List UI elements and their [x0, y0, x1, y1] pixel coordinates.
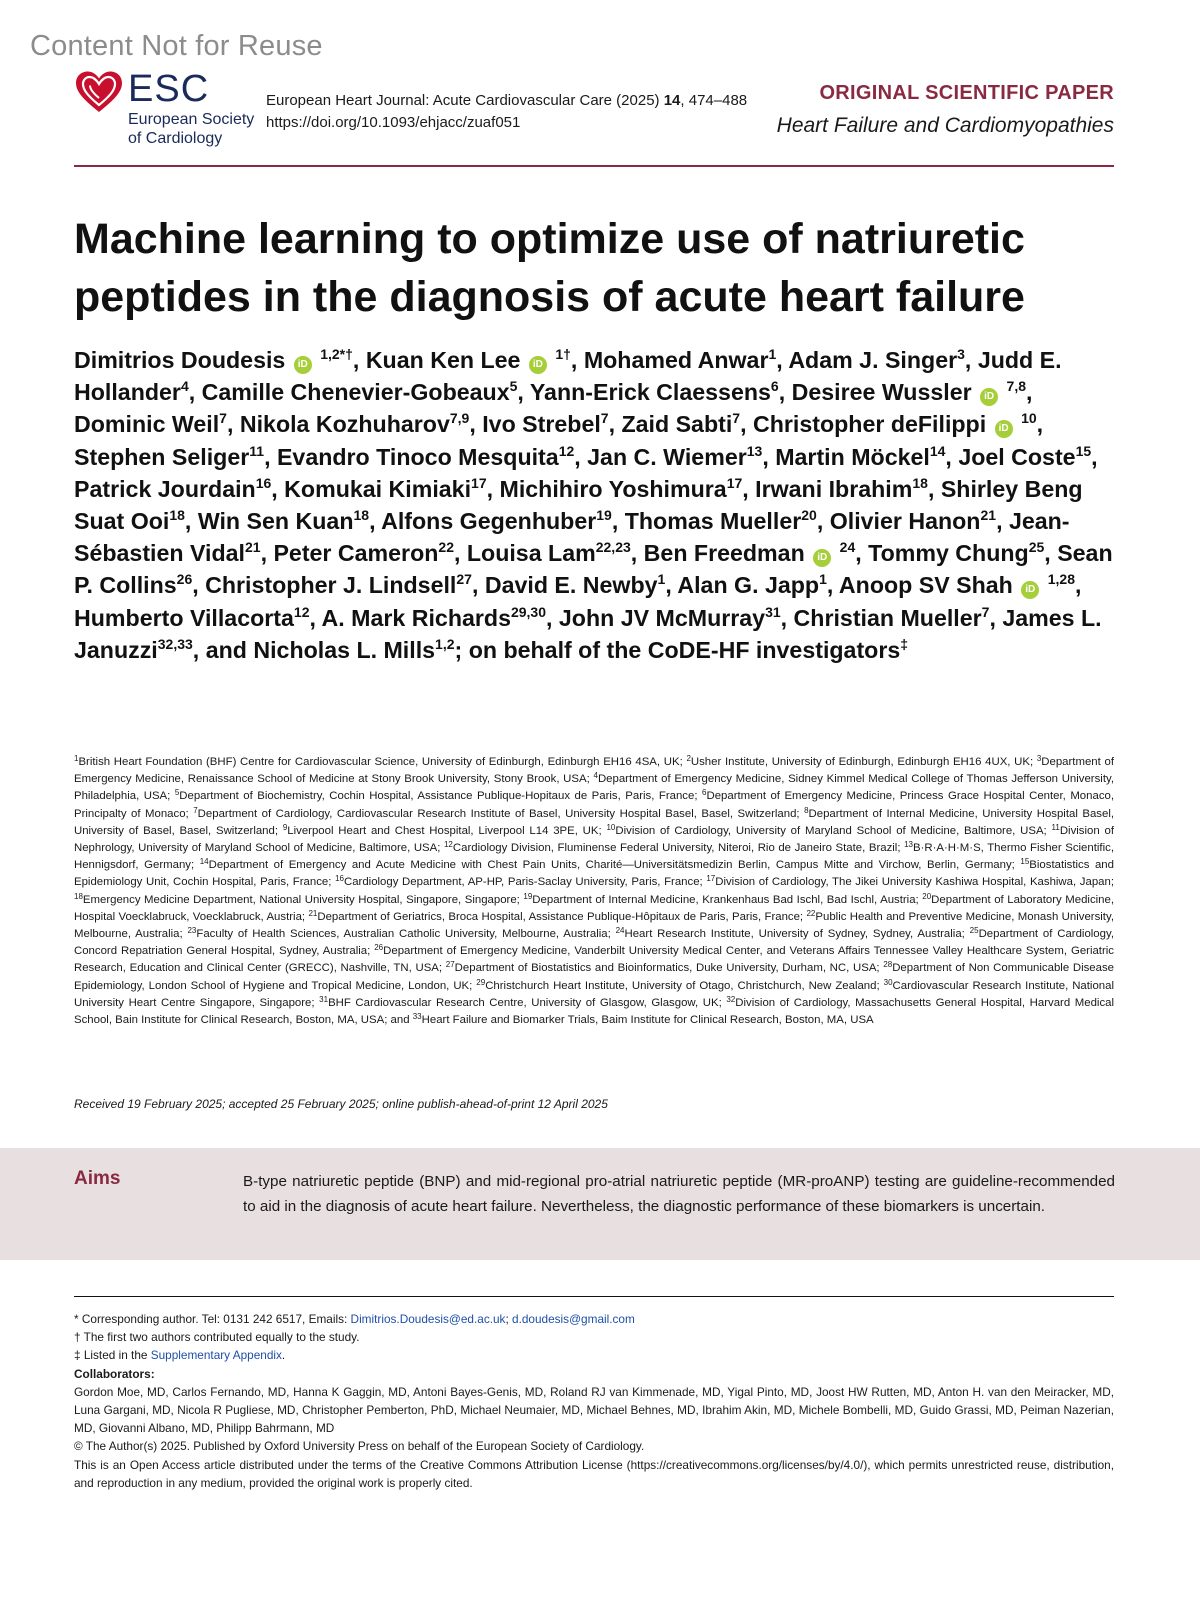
affiliation-text: Department of Emergency Medicine, Princess Grace Hospital Center, Monaco, Principalty of Monaco; — [74, 790, 1115, 820]
affiliation-number: 17 — [706, 874, 716, 884]
abstract-aims-section — [0, 1148, 1200, 1260]
author-name: Jean-Sébastien Vidal — [74, 508, 1070, 567]
author-name: Dimitrios Doudesis — [74, 347, 286, 373]
header-divider — [74, 165, 1114, 167]
author-group-mark: ‡ — [900, 635, 909, 652]
page-header — [74, 68, 1114, 168]
author-name: Dominic Weil — [74, 411, 220, 438]
orcid-icon[interactable]: iD — [813, 549, 831, 567]
affiliation-text: Department of Cardiology, Concord Repatriation General Hospital, Sydney, Australia; — [74, 928, 1114, 958]
affiliation-text: Department of Emergency and Acute Medicine with Chest Pain Units, Charité—Universitätsmedizin Berlin, Campus Mitte and Virchow, Berlin, Germany; — [208, 859, 1015, 872]
author-name: Adam J. Singer — [788, 347, 958, 373]
supplementary-appendix-link[interactable]: Supplementary Appendix — [150, 1348, 282, 1363]
affiliation-number: 15 — [1020, 857, 1030, 867]
author-name: A. Mark Richards — [321, 604, 511, 631]
author-name: Camille Chenevier-Gobeaux — [201, 379, 510, 406]
author-name: Alan G. Japp — [677, 572, 820, 599]
affiliation-text: Department of Biostatistics and Bioinformatics, Duke University, Durham, NC, USA; — [454, 962, 880, 975]
author-affiliation-ref: 17 — [726, 474, 743, 491]
author-name: Patrick Jourdain — [74, 475, 256, 502]
journal-name: European Heart Journal: Acute Cardiovascular Care (2025) — [266, 92, 660, 109]
author-name: Olivier Hanon — [829, 508, 981, 535]
author-affiliation-ref: 14 — [929, 442, 946, 459]
paper-type: ORIGINAL SCIENTIFIC PAPER — [819, 82, 1114, 104]
affiliation-text: Department of Cardiology, Cardiovascular Research Institute of Basel, University Hospital Basel, Basel, Switzerland; — [197, 807, 800, 820]
license-notice: This is an Open Access article distributed under the terms of the Creative Commons Attribution License (https://creativecommons.org/licenses/by/4.0/), which permits unrestricted reuse, distribution, and reproduction in any medium, provided the original work is properly cited. — [74, 1457, 1114, 1490]
affiliation-text: Department of Internal Medicine, Krankenhaus Bad Ischl, Bad Ischl, Austria; — [532, 893, 919, 906]
author-name: David E. Newby — [484, 572, 658, 599]
affiliation-number: 24 — [615, 926, 625, 936]
author-name: Humberto Villacorta — [74, 604, 294, 631]
affiliation-text: Division of Cardiology, The Jikei University Kashiwa Hospital, Kashiwa, Japan; — [715, 876, 1114, 889]
equal-contribution-note: † The first two authors contributed equally to the study. — [74, 1330, 360, 1345]
affiliation-number: 20 — [922, 891, 932, 901]
author-affiliation-ref: 16 — [255, 474, 272, 491]
affiliation-number: 19 — [523, 891, 533, 901]
author-affiliation-ref: 32,33 — [157, 635, 193, 652]
author-name: Mohamed Anwar — [583, 347, 769, 373]
affiliation-text: Heart Failure and Biomarker Trials, Baim Institute for Clinical Research, Boston, MA, USA — [421, 1014, 874, 1027]
author-affiliation-ref: 12 — [558, 442, 575, 459]
author-affiliation-ref: 11 — [249, 442, 265, 459]
affiliation-number: 2 — [686, 754, 691, 763]
affiliation-text: Christchurch Heart Institute, University of Otago, Christchurch, New Zealand; — [485, 979, 880, 992]
author-affiliation-ref: 7 — [600, 410, 609, 427]
author-name: Alfons Gegenhuber — [381, 508, 597, 535]
affiliation-number: 25 — [969, 926, 979, 936]
orcid-icon[interactable]: iD — [980, 388, 998, 406]
affiliation-number: 14 — [199, 857, 209, 867]
author-affiliation-ref: 18 — [353, 507, 370, 524]
affiliation-number: 31 — [319, 994, 329, 1004]
author-name: Yann-Erick Claessens — [529, 379, 771, 406]
aims-text: B-type natriuretic peptide (BNP) and mid-regional pro-atrial natriuretic peptide (MR-proANP) testing are guideline-recommended to aid in the diagnosis of acute heart failure. Nevertheless, the diagnostic performance of these biomarkers is uncertain. — [243, 1173, 1115, 1215]
affiliation-number: 1 — [74, 754, 79, 763]
affiliation-number: 18 — [74, 891, 83, 901]
affiliation-text: Emergency Medicine Department, National University Hospital, Singapore, Singapore; — [82, 893, 520, 906]
author-affiliation-ref: 31 — [765, 603, 781, 620]
author-affiliation-ref: 7,9 — [449, 410, 470, 427]
corresponding-author: * Corresponding author. Tel: 0131 242 6517, Emails: Dimitrios.Doudesis@ed.ac.uk; d.doudesis@gmail.com — [74, 1312, 635, 1326]
affiliation-number: 11 — [1051, 822, 1060, 832]
author-affiliation-ref: 15 — [1075, 442, 1092, 459]
affiliation-text: Division of Nephrology, University of Maryland School of Medicine, Baltimore, USA; — [74, 824, 1114, 855]
author-affiliation-ref: 21 — [244, 539, 261, 556]
affiliation-text: British Heart Foundation (BHF) Centre for Cardiovascular Science, University of Edinburgh, Edinburgh EH16 4SA, UK; — [78, 756, 683, 768]
author-affiliation-ref: 10 — [1021, 410, 1037, 427]
paper-category: Heart Failure and Cardiomyopathies — [776, 114, 1114, 137]
affiliation-number: 32 — [726, 994, 736, 1004]
author-name: Martin Möckel — [775, 443, 930, 470]
author-name: Christopher deFilippi — [752, 411, 987, 438]
affiliation-text: Faculty of Health Sciences, Australian Catholic University, Melbourne, Australia; — [196, 928, 611, 941]
author-affiliation-ref: 7,8 — [1006, 378, 1026, 395]
affiliation-text: B·R·A·H·M·S, Thermo Fisher Scientific, Hennigsdorf, Germany; — [74, 842, 1114, 872]
author-name: Sean P. Collins — [74, 540, 1113, 599]
affiliation-text: BHF Cardiovascular Research Centre, University of Glasgow, Glasgow, UK; — [328, 996, 722, 1009]
author-affiliation-ref: 26 — [176, 571, 193, 588]
author-name: Joel Coste — [958, 443, 1076, 470]
investigators-note: ‡ Listed in the Supplementary Appendix. — [74, 1348, 286, 1363]
author-affiliation-ref: 19 — [596, 507, 612, 524]
affiliation-text: Department of Geriatrics, Broca Hospital, Assistance Publique-Hôpitaux de Paris, Paris, France; — [317, 910, 804, 923]
affiliation-text: Department of Non Communicable Disease Epidemiology, London School of Hygiene and Tropical Medicine, London, UK; — [74, 962, 1115, 992]
affiliation-text: Department of Internal Medicine, University Hospital Basel, University of Basel, Basel, Switzerland; — [74, 807, 1115, 837]
collaborators-list: Gordon Moe, MD, Carlos Fernando, MD, Hanna K Gaggin, MD, Antoni Bayes-Genis, MD, Roland RJ van Kimmenade, MD, Yigal Pinto, MD, Joost HW Rutten, MD, Anton H. van den Meiracker, MD, Luna Gargani, MD, Nicola R Pugliese, MD, Christopher Pemberton, PhD, Michael Neumaier, MD, Michael Behnes, MD, Ibrahim Akin, MD, Michele Bombelli, MD, Guido Grassi, MD, Peiman Nazerian, MD, Giovanni Albano, MD, Philipp Bahrmann, MD — [74, 1384, 1114, 1436]
affiliation-number: 27 — [445, 960, 455, 970]
author-group: on behalf of the CoDE-HF investigators — [468, 636, 901, 663]
author-affiliation-ref: 12 — [293, 603, 310, 620]
affiliation-text: Cardiovascular Research Institute, National University Heart Centre Singapore, Singapore; — [74, 979, 1114, 1009]
author-affiliation-ref: 1 — [768, 346, 777, 362]
author-affiliation-ref: 7 — [732, 410, 741, 427]
orcid-icon[interactable]: iD — [1021, 581, 1039, 599]
author-name: Anoop SV Shah — [838, 572, 1013, 599]
journal-citation — [266, 90, 747, 134]
author-name: Christian Mueller — [793, 604, 982, 631]
affiliation-number: 23 — [187, 926, 197, 936]
author-affiliation-ref: 25 — [1028, 539, 1045, 556]
author-name: Peter Cameron — [273, 540, 439, 567]
affiliation-number: 29 — [476, 977, 486, 987]
author-affiliation-ref: 3 — [957, 346, 965, 362]
affiliation-number: 33 — [412, 1012, 422, 1022]
journal-pages: , 474–488 — [680, 92, 748, 109]
affiliation-number: 5 — [174, 788, 180, 798]
esc-logo — [74, 68, 274, 158]
received-dates: Received 19 February 2025; accepted 25 February 2025; online publish-ahead-of-print 12 April 2025 — [74, 1097, 608, 1111]
affiliation-number: 3 — [1036, 754, 1042, 763]
author-affiliation-ref: 24 — [839, 539, 856, 556]
affiliation-number: 22 — [806, 908, 816, 918]
affiliation-text: Department of Emergency Medicine, Sidney Kimmel Medical College of Thomas Jefferson University, Philadelphia, USA; — [74, 773, 1115, 803]
affiliation-number: 7 — [193, 805, 198, 815]
affiliations — [74, 754, 1114, 1029]
affiliation-number: 6 — [702, 788, 707, 798]
affiliation-text: Usher Institute, University of Edinburgh, Edinburgh EH16 4UX, UK; — [690, 756, 1034, 768]
author-affiliation-ref: 13 — [746, 442, 763, 459]
author-name: Ivo Strebel — [482, 411, 601, 438]
affiliation-text: Department of Biochemistry, Cochin Hospital, Assistance Publique-Hopitaux de Paris, Paris, France; — [179, 790, 698, 803]
author-affiliation-ref: 1,2 — [435, 635, 455, 652]
affiliation-text: Department of Laboratory Medicine, Hospital Voecklabruck, Voecklabruck, Austria; — [74, 893, 1115, 923]
author-name: Ben Freedman — [643, 540, 805, 567]
author-name: James L. Januzzi — [74, 604, 1102, 663]
author-name: Irwani Ibrahim — [755, 475, 913, 502]
author-name: Michihiro Yoshimura — [499, 475, 727, 502]
author-affiliation-ref: 18 — [169, 507, 185, 524]
author-affiliation-ref: 22,23 — [595, 539, 631, 556]
author-name: Komukai Kimiaki — [284, 475, 472, 502]
heart-logo-icon — [74, 70, 124, 114]
affiliation-number: 21 — [308, 908, 318, 918]
logo-society-name: European Society of Cardiology — [128, 111, 255, 147]
author-name: Zaid Sabti — [621, 411, 733, 438]
author-affiliation-ref: 7 — [981, 603, 990, 620]
author-affiliation-ref: 27 — [456, 571, 472, 588]
author-name: Tommy Chung — [868, 540, 1029, 567]
author-name: Win Sen Kuan — [197, 508, 354, 535]
logo-abbr: ESC — [128, 68, 210, 110]
author-name: Christopher J. Lindsell — [205, 572, 457, 599]
email-link[interactable]: Dimitrios.Doudesis@ed.ac.uk — [350, 1312, 506, 1326]
collaborators-heading: Collaborators: — [74, 1366, 155, 1381]
author-affiliation-ref: 29,30 — [510, 603, 547, 620]
affiliation-number: 16 — [335, 874, 344, 884]
author-name: Evandro Tinoco Mesquita — [276, 443, 559, 470]
author-affiliation-ref: 18 — [912, 474, 928, 491]
orcid-icon[interactable]: iD — [294, 356, 312, 374]
author-affiliation-ref: 22 — [438, 539, 454, 556]
author-name: Nicholas L. Mills — [253, 636, 436, 663]
article-title: Machine learning to optimize use of natriuretic peptides in the diagnosis of acute heart failure — [74, 215, 1025, 321]
author-list: Dimitrios Doudesis iD $^{1,2*\dagger}$, Kuan Ken Lee iD $^{1\dagger}$, Mohamed Anwar$^1$, Adam J. Singer$^3$, Judd E. Hollander$^4$, Camille Chenevier-Gobeaux$^5$, Yann-Erick Claessens$^6$, Desiree Wussler iD $^{7,8}$, Dominic Weil$^7$, Nikola Kozhuharov$^{7,9}$, Ivo Strebel$^7$, Zaid Sabti$^7$, Christopher deFilippi iD $^{10}$, Stephen Seliger$^{11}$, Evandro Tinoco Mesquita$^{12}$, Jan C. Wiemer$^{13}$, Martin Möckel$^{14}$, Joel Coste$^{15}$, Patrick Jourdain$^{16}$, Komukai Kimiaki$^{17}$, Michihiro Yoshimura$^{17}$, Irwani Ibrahim$^{18}$, Shirley Beng Suat Ooi$^{18}$, Win Sen Kuan$^{18}$, Alfons Gegenhuber$^{19}$, Thomas Mueller$^{20}$, Olivier Hanon$^{21}$, Jean-Sébastien Vidal$^{21}$, Peter Cameron$^{22}$, Louisa Lam$^{22,23}$, Ben Freedman iD $^{24}$, Tommy Chung$^{25}$, Sean P. Collins$^{26}$, Christopher J. Lindsell$^{27}$, David E. Newby$^1$, Alan G. Japp$^1$, Anoop SV Shah iD $^{1,28}$, Humberto Villacorta$^{12}$, A. Mark Richards$^{29,30}$, John JV McMurray$^{31}$, Christian Mueller$^7$, James L. Januzzi$^{32,33}$, and Nicholas L. Mills$^{1,2}$; on behalf of the CoDE-HF investigators‡ — [74, 346, 1113, 663]
author-affiliation-ref: 7 — [219, 410, 227, 427]
affiliation-text: Cardiology Division, Fluminense Federal University, Niteroi, Rio de Janeiro State, Brazil; — [452, 842, 901, 855]
affiliation-text: Division of Cardiology, Massachusetts General Hospital, Harvard Medical School, Bain Institute for Clinical Research, Boston, MA, USA; and — [74, 996, 1115, 1027]
author-affiliation-ref: 21 — [980, 507, 997, 524]
watermark: Content Not for Reuse — [30, 30, 323, 62]
author-affiliation-ref: 1† — [555, 346, 571, 362]
affiliation-text: Division of Cardiology, University of Maryland School of Medicine, Baltimore, USA; — [615, 824, 1047, 837]
journal-volume: 14 — [663, 92, 681, 109]
author-name: Desiree Wussler — [791, 379, 972, 406]
aims-heading: Aims — [74, 1168, 121, 1189]
copyright-notice: © The Author(s) 2025. Published by Oxford University Press on behalf of the European Society of Cardiology. — [74, 1439, 645, 1454]
author-name: Thomas Mueller — [624, 508, 802, 535]
author-name: Nikola Kozhuharov — [239, 411, 450, 438]
affiliation-number: 28 — [883, 960, 893, 970]
orcid-icon[interactable]: iD — [529, 356, 547, 374]
author-affiliation-ref: 5 — [509, 378, 518, 395]
author-affiliation-ref: 20 — [801, 507, 817, 524]
affiliation-text: Cardiology Department, AP-HP, Paris-Saclay University, Paris, France; — [343, 876, 703, 889]
affiliation-number: 4 — [593, 771, 598, 781]
affiliation-text: Department of Emergency Medicine, Renaissance School of Medicine at Stony Brook University, Stony Brook, USA; — [74, 756, 1114, 786]
affiliation-number: 13 — [904, 840, 913, 850]
affiliation-number: 9 — [282, 822, 288, 832]
footnote-divider — [74, 1296, 1114, 1297]
affiliation-number: 8 — [804, 805, 809, 815]
footnotes — [74, 1310, 1114, 1492]
orcid-icon[interactable]: iD — [995, 420, 1013, 438]
affiliation-number: 26 — [374, 943, 384, 953]
author-affiliation-ref: 1,2*† — [320, 346, 353, 362]
author-name: Jan C. Wiemer — [587, 443, 747, 470]
author-affiliation-ref: 1 — [819, 571, 827, 588]
affiliation-text: Heart Research Institute, University of Sydney, Sydney, Australia; — [624, 928, 965, 941]
author-name: Louisa Lam — [466, 540, 596, 567]
affiliation-number: 30 — [883, 977, 893, 987]
author-affiliation-ref: 17 — [471, 474, 487, 491]
affiliation-text: Department of Emergency Medicine, Vanderbilt University Medical Center, and Veterans Affairs Tennessee Valley Healthcare System, Geriatric Research, Education and Clinical Center (GRECC), Nashville, TN, USA; — [74, 945, 1114, 975]
affiliation-text: Public Health and Preventive Medicine, Monash University, Melbourne, Australia; — [74, 910, 1114, 941]
author-name: Judd E. Hollander — [74, 347, 1062, 406]
email-link[interactable]: d.doudesis@gmail.com — [512, 1312, 635, 1326]
affiliation-number: 10 — [606, 822, 616, 832]
author-name: Stephen Seliger — [74, 443, 250, 470]
affiliation-text: Biostatistics and Epidemiology Unit, Cochin Hospital, Paris, France; — [74, 859, 1114, 889]
author-name: Kuan Ken Lee — [365, 347, 521, 373]
author-affiliation-ref: 1,28 — [1047, 571, 1075, 588]
affiliation-text: Liverpool Heart and Chest Hospital, Liverpool L14 3PE, UK; — [287, 824, 602, 837]
author-affiliation-ref: 6 — [770, 378, 779, 395]
author-affiliation-ref: 4 — [180, 378, 189, 395]
author-name: John JV McMurray — [558, 604, 766, 631]
journal-doi[interactable]: https://doi.org/10.1093/ehjacc/zuaf051 — [266, 114, 521, 131]
author-name: Shirley Beng Suat Ooi — [74, 475, 1083, 535]
affiliation-number: 12 — [443, 840, 453, 850]
author-affiliation-ref: 1 — [657, 571, 666, 588]
